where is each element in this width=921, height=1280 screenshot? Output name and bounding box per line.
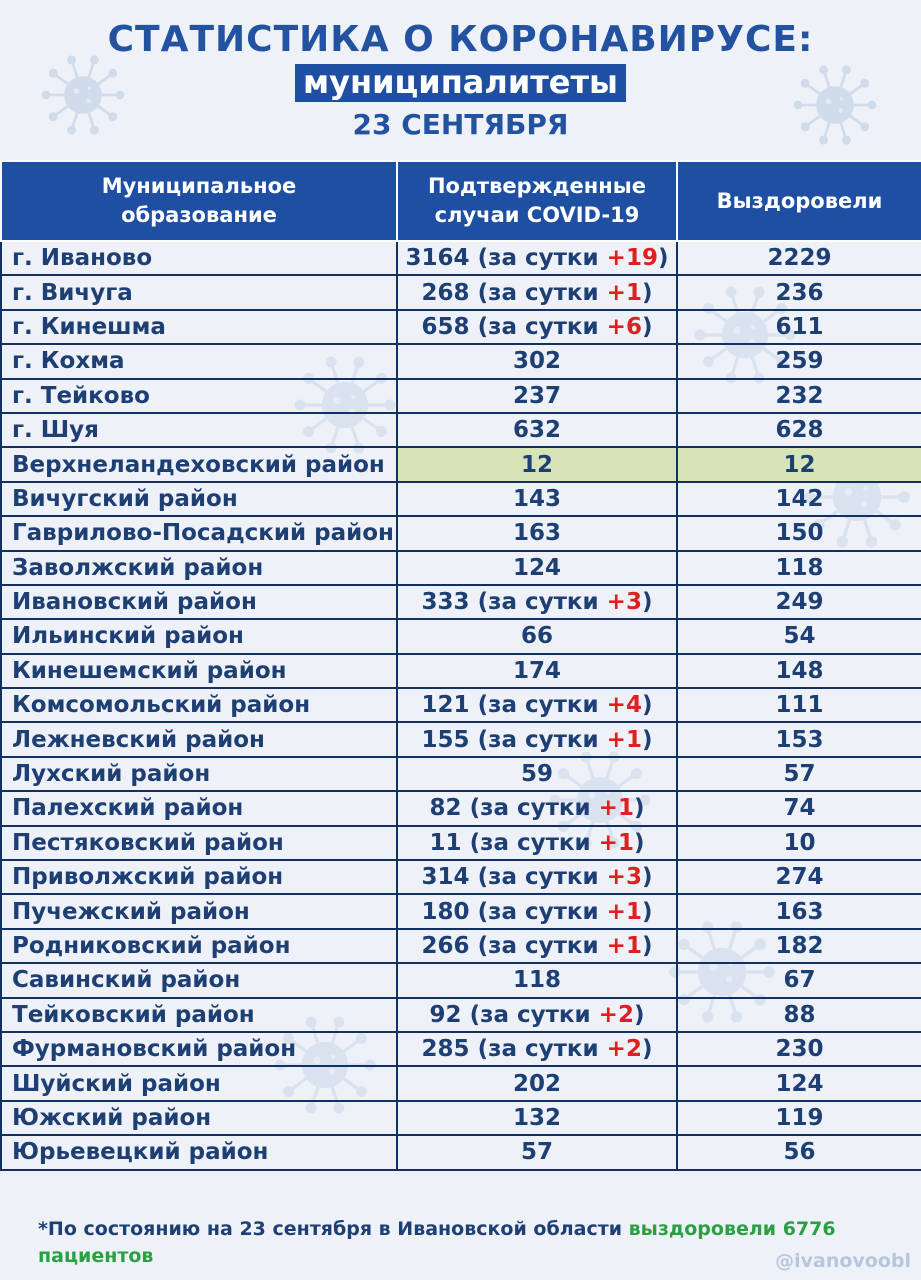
confirmed-count: 266	[421, 933, 470, 959]
municipality-name: Юрьевецкий район	[1, 1135, 397, 1169]
confirmed-cell	[397, 516, 677, 550]
daily-prefix: (за сутки	[477, 933, 607, 959]
table-row	[1, 1066, 921, 1100]
table-row	[1, 241, 921, 275]
recovered-count: 74	[677, 791, 921, 825]
daily-prefix: (за сутки	[477, 726, 607, 753]
header	[0, 18, 921, 142]
page-title: СТАТИСТИКА О КОРОНАВИРУСЕ:	[107, 19, 814, 60]
daily-increase: +1	[598, 829, 634, 856]
table-row	[1, 757, 921, 791]
municipality-name: г. Иваново	[1, 241, 397, 275]
confirmed-cell	[397, 1066, 677, 1100]
table-row	[1, 1101, 921, 1135]
recovered-count: 10	[677, 826, 921, 860]
recovered-count: 249	[677, 585, 921, 619]
daily-increase: +1	[606, 898, 642, 925]
confirmed-cell	[397, 241, 677, 275]
daily-suffix: )	[641, 589, 653, 616]
daily-prefix: (за сутки	[477, 589, 607, 616]
daily-suffix: )	[641, 1036, 653, 1063]
table-row	[1, 310, 921, 344]
recovered-count: 88	[677, 998, 921, 1032]
confirmed-cell	[397, 963, 677, 997]
recovered-count: 150	[677, 516, 921, 550]
confirmed-count: 237	[512, 382, 561, 409]
recovered-count: 57	[677, 757, 921, 791]
confirmed-cell	[397, 998, 677, 1032]
confirmed-count: 59	[520, 761, 553, 788]
confirmed-count: 302	[512, 348, 561, 375]
daily-increase: +3	[606, 864, 642, 891]
daily-suffix: )	[641, 864, 653, 891]
table-row	[1, 1135, 921, 1169]
recovered-count: 274	[677, 860, 921, 894]
daily-prefix: (за сутки	[477, 1036, 607, 1063]
confirmed-count: 11	[429, 829, 462, 856]
confirmed-count: 57	[520, 1139, 553, 1166]
confirmed-cell	[397, 379, 677, 413]
recovered-count: 628	[677, 413, 921, 447]
daily-suffix: )	[657, 245, 669, 272]
municipality-name: Ивановский район	[1, 585, 397, 619]
municipality-name: г. Кинешма	[1, 310, 397, 344]
daily-prefix: (за сутки	[477, 245, 607, 272]
municipality-name: Лежневский район	[1, 722, 397, 756]
daily-prefix: (за сутки	[469, 1001, 599, 1028]
recovered-count: 142	[677, 482, 921, 516]
table-row	[1, 344, 921, 378]
table-row	[1, 688, 921, 722]
confirmed-cell	[397, 929, 677, 963]
page-subtitle: муниципалитеты	[295, 64, 626, 102]
municipality-name: Верхнеландеховский район	[1, 447, 397, 481]
daily-increase: +2	[598, 1001, 634, 1028]
municipality-name: Тейковский район	[1, 998, 397, 1032]
daily-increase: +4	[606, 692, 642, 719]
municipality-name: Южский район	[1, 1101, 397, 1135]
municipality-name: Комсомольский район	[1, 688, 397, 722]
confirmed-count: 333	[421, 589, 470, 616]
daily-prefix: (за сутки	[477, 313, 607, 340]
header-recovered: Выздоровели	[677, 161, 921, 241]
daily-suffix: )	[633, 829, 645, 856]
recovered-count: 611	[677, 310, 921, 344]
daily-prefix: (за сутки	[477, 279, 607, 306]
confirmed-cell	[397, 757, 677, 791]
confirmed-count: 121	[421, 692, 470, 719]
recovered-count: 56	[677, 1135, 921, 1169]
table-row	[1, 482, 921, 516]
confirmed-count: 180	[421, 898, 470, 925]
confirmed-count: 3164	[405, 245, 470, 272]
confirmed-count: 143	[512, 485, 561, 512]
confirmed-cell	[397, 1101, 677, 1135]
daily-suffix: )	[641, 726, 653, 753]
municipality-name: Пучежский район	[1, 894, 397, 928]
recovered-count: 148	[677, 654, 921, 688]
municipality-name: Лухский район	[1, 757, 397, 791]
confirmed-count: 118	[512, 967, 561, 994]
daily-suffix: )	[641, 313, 653, 340]
municipality-name: г. Тейково	[1, 379, 397, 413]
daily-prefix: (за сутки	[477, 864, 607, 891]
municipality-name: Приволжский район	[1, 860, 397, 894]
confirmed-cell	[397, 551, 677, 585]
daily-prefix: (за сутки	[469, 829, 599, 856]
confirmed-cell	[397, 619, 677, 653]
recovered-count: 163	[677, 894, 921, 928]
daily-increase: +2	[606, 1036, 642, 1063]
social-handle: @ivanovoobl	[775, 1250, 911, 1272]
confirmed-count: 124	[512, 554, 561, 581]
stats-table	[0, 160, 921, 1171]
daily-increase: +1	[606, 279, 642, 306]
municipality-name: Родниковский район	[1, 929, 397, 963]
municipality-name: Заволжский район	[1, 551, 397, 585]
confirmed-cell	[397, 310, 677, 344]
confirmed-count: 92	[429, 1001, 462, 1028]
confirmed-cell	[397, 722, 677, 756]
recovered-count: 232	[677, 379, 921, 413]
daily-prefix: (за сутки	[469, 795, 599, 822]
table-row	[1, 551, 921, 585]
municipality-name: Ильинский район	[1, 619, 397, 653]
table-row	[1, 860, 921, 894]
recovered-count: 236	[677, 275, 921, 309]
confirmed-count: 132	[512, 1104, 561, 1131]
table-row	[1, 722, 921, 756]
municipality-name: Савинский район	[1, 963, 397, 997]
recovered-count: 259	[677, 344, 921, 378]
recovered-count: 124	[677, 1066, 921, 1100]
table-row	[1, 654, 921, 688]
recovered-count: 67	[677, 963, 921, 997]
confirmed-cell	[397, 688, 677, 722]
confirmed-count: 202	[512, 1070, 561, 1097]
table-row	[1, 275, 921, 309]
confirmed-cell	[397, 791, 677, 825]
confirmed-count: 174	[512, 657, 561, 684]
recovered-count: 153	[677, 722, 921, 756]
daily-increase: +6	[606, 313, 642, 340]
table-row	[1, 413, 921, 447]
daily-increase: +3	[606, 589, 642, 616]
confirmed-cell	[397, 860, 677, 894]
table-row	[1, 447, 921, 481]
daily-increase: +1	[606, 933, 642, 959]
daily-increase: +1	[598, 795, 634, 822]
confirmed-count: 285	[421, 1036, 470, 1063]
municipality-name: Кинешемский район	[1, 654, 397, 688]
confirmed-cell	[397, 344, 677, 378]
confirmed-count: 12	[520, 451, 553, 478]
municipality-name: Палехский район	[1, 791, 397, 825]
municipality-name: Пестяковский район	[1, 826, 397, 860]
daily-increase: +19	[606, 245, 658, 272]
confirmed-count: 658	[421, 313, 470, 340]
daily-suffix: )	[641, 279, 653, 306]
confirmed-cell	[397, 654, 677, 688]
municipality-name: Вичугский район	[1, 482, 397, 516]
confirmed-cell	[397, 413, 677, 447]
table-row	[1, 826, 921, 860]
confirmed-count: 163	[512, 520, 561, 547]
confirmed-cell	[397, 585, 677, 619]
footnote: *По состоянию на 23 сентября в Ивановской области выздоровели 6776 пациентов	[38, 1218, 836, 1267]
table-row	[1, 619, 921, 653]
table-row	[1, 585, 921, 619]
daily-suffix: )	[633, 1001, 645, 1028]
footnote-highlight: выздоровели 6776 пациентов	[38, 1218, 836, 1267]
table-header-row	[1, 161, 921, 241]
daily-suffix: )	[641, 898, 653, 925]
recovered-count: 111	[677, 688, 921, 722]
daily-suffix: )	[641, 933, 653, 959]
confirmed-count: 66	[520, 623, 553, 650]
table-row	[1, 963, 921, 997]
table-row	[1, 791, 921, 825]
municipality-name: Фурмановский район	[1, 1032, 397, 1066]
recovered-count: 119	[677, 1101, 921, 1135]
confirmed-count: 268	[421, 279, 470, 306]
municipality-name: г. Кохма	[1, 344, 397, 378]
table-row	[1, 516, 921, 550]
confirmed-count: 155	[421, 726, 470, 753]
confirmed-count: 82	[429, 795, 462, 822]
table-row	[1, 1032, 921, 1066]
municipality-name: Шуйский район	[1, 1066, 397, 1100]
header-municipality: Муниципальное образование	[1, 161, 397, 241]
daily-suffix: )	[641, 692, 653, 719]
recovered-count: 118	[677, 551, 921, 585]
recovered-count: 182	[677, 929, 921, 963]
confirmed-cell	[397, 1032, 677, 1066]
recovered-count: 12	[677, 447, 921, 481]
municipality-name: Гаврилово-Посадский район	[1, 516, 397, 550]
recovered-count: 54	[677, 619, 921, 653]
confirmed-cell	[397, 447, 677, 481]
daily-increase: +1	[606, 726, 642, 753]
daily-prefix: (за сутки	[477, 692, 607, 719]
municipality-name: г. Вичуга	[1, 275, 397, 309]
confirmed-count: 314	[421, 864, 470, 891]
table-row	[1, 379, 921, 413]
daily-suffix: )	[633, 795, 645, 822]
report-date: 23 СЕНТЯБРЯ	[352, 108, 569, 141]
table-row	[1, 929, 921, 963]
daily-prefix: (за сутки	[477, 898, 607, 925]
confirmed-cell	[397, 275, 677, 309]
recovered-count: 2229	[677, 241, 921, 275]
municipality-name: г. Шуя	[1, 413, 397, 447]
confirmed-cell	[397, 482, 677, 516]
recovered-count: 230	[677, 1032, 921, 1066]
confirmed-cell	[397, 826, 677, 860]
confirmed-cell	[397, 1135, 677, 1169]
confirmed-count: 632	[512, 417, 561, 444]
table-row	[1, 998, 921, 1032]
table-row	[1, 894, 921, 928]
confirmed-cell	[397, 894, 677, 928]
header-confirmed: Подтвержденные случаи COVID-19	[397, 161, 677, 241]
